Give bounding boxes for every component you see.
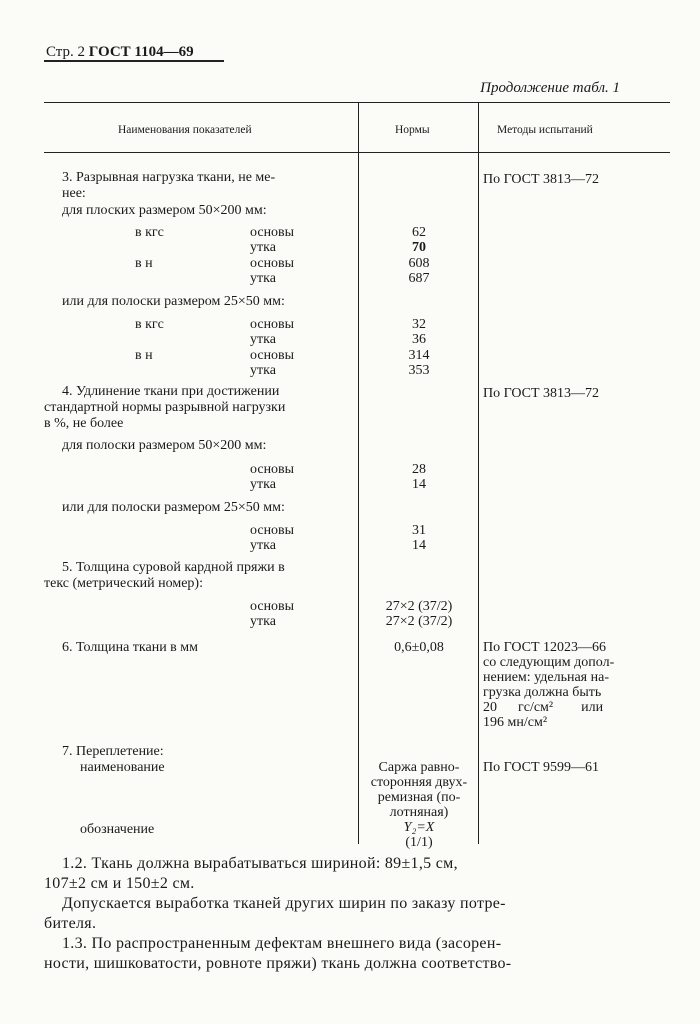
row6-method-line: 196 мн/см²: [483, 715, 548, 730]
row6-method-line: По ГОСТ 12023—66: [483, 640, 607, 655]
row7-method: По ГОСТ 9599—61: [483, 760, 600, 775]
row6-value: 0,6±0,08: [394, 640, 444, 655]
row7-value-line: лотняная): [389, 805, 449, 820]
table-header-rule: [44, 152, 670, 153]
row6-title: 6. Толщина ткани в мм: [62, 640, 199, 655]
paragraph-1-2-line1: 1.2. Ткань должна вырабатываться шириной: 89±1,5 см,: [62, 855, 458, 872]
col-header-methods: Методы испытаний: [497, 124, 593, 136]
row3-value: 62: [412, 225, 426, 240]
row3-title-line1: 3. Разрывная нагрузка ткани, не ме-: [62, 170, 276, 185]
row4-label-osnovy: основы: [250, 462, 295, 477]
row3-label-utka: утка: [250, 363, 276, 378]
row4-label-osnovy: основы: [250, 523, 295, 538]
row3-value: 608: [408, 256, 430, 271]
row3-label-osnovy: основы: [250, 348, 295, 363]
column-divider-2: [478, 102, 479, 844]
row4-title-line1: 4. Удлинение ткани при достижении: [62, 384, 280, 399]
row4-label-utka: утка: [250, 477, 276, 492]
row5-title-line1: 5. Толщина суровой кардной пряжи в: [62, 560, 285, 575]
row4-value: 28: [412, 462, 426, 477]
row5-label-utka: утка: [250, 614, 276, 629]
row3-unit-n: в н: [135, 256, 153, 271]
row3-unit-n: в н: [135, 348, 153, 363]
row7-code-label: обозначение: [80, 822, 155, 837]
col-header-norms: Нормы: [395, 124, 430, 136]
row3-label-utka: утка: [250, 240, 276, 255]
paragraph-1-2-line4: бителя.: [44, 915, 97, 932]
row6-method-line: грузка должна быть: [483, 685, 602, 700]
row4-sub1: для полоски размером 50×200 мм:: [62, 438, 267, 453]
row3-label-osnovy: основы: [250, 256, 295, 271]
row7-name-label: наименование: [80, 760, 165, 775]
header-underline: [44, 60, 224, 62]
row4-label-utka: утка: [250, 538, 276, 553]
row4-method: По ГОСТ 3813—72: [483, 386, 600, 401]
row4-value: 14: [412, 477, 426, 492]
row4-title-line2: стандартной нормы разрывной нагрузки: [44, 400, 286, 415]
row3-unit-kgs: в кгс: [135, 225, 164, 240]
page-header: [46, 44, 194, 61]
paragraph-1-2-line3: Допускается выработка тканей других ширин по заказу потре-: [62, 895, 506, 912]
column-divider-1: [358, 102, 359, 844]
paragraph-1-3-line1: 1.3. По распространенным дефектам внешнего вида (засорен-: [62, 935, 502, 952]
row7-value-line: Y₂=X: [403, 820, 435, 835]
row3-label-utka: утка: [250, 332, 276, 347]
row6-method-line: нением: удельная на-: [483, 670, 609, 685]
row5-title-line2: текс (метрический номер):: [44, 576, 203, 591]
row3-value: 70: [412, 240, 426, 255]
row7-value-line: ремизная (по-: [377, 790, 461, 805]
row3-value: 353: [408, 363, 430, 378]
row5-value: 27×2 (37/2): [385, 599, 453, 614]
row6-method-line: 20 гс/см² или: [483, 700, 604, 715]
table-top-rule: [44, 102, 670, 103]
row5-value: 27×2 (37/2): [385, 614, 453, 629]
table-continuation-note: Продолжение табл. 1: [480, 80, 620, 96]
col-header-indicators: Наименования показателей: [118, 124, 252, 136]
row3-sub1: для плоских размером 50×200 мм:: [62, 203, 267, 218]
row7-value-line: (1/1): [405, 835, 433, 850]
row4-title-line3: в %, не более: [44, 416, 124, 431]
paragraph-1-2-line2: 107±2 см и 150±2 см.: [44, 875, 195, 892]
row3-title-line2: нее:: [62, 186, 86, 201]
row7-value-line: Саржа равно-: [378, 760, 460, 775]
row3-value: 36: [412, 332, 426, 347]
row3-label-utka: утка: [250, 271, 276, 286]
standard-code: ГОСТ 1104—69: [88, 44, 194, 60]
row3-value: 314: [408, 348, 430, 363]
row3-method: По ГОСТ 3813—72: [483, 172, 600, 187]
row6-method-line: со следующим допол-: [483, 655, 615, 670]
paragraph-1-3-line2: ности, шишковатости, ровноте пряжи) ткань должна соответство-: [44, 955, 512, 972]
row3-label-osnovy: основы: [250, 225, 295, 240]
row5-label-osnovy: основы: [250, 599, 295, 614]
row4-value: 31: [412, 523, 426, 538]
page-number: Стр. 2: [46, 44, 86, 60]
row3-value: 687: [408, 271, 430, 286]
row7-title: 7. Переплетение:: [62, 744, 164, 759]
row3-unit-kgs: в кгс: [135, 317, 164, 332]
row3-sub2: или для полоски размером 25×50 мм:: [62, 294, 285, 309]
row4-sub2: или для полоски размером 25×50 мм:: [62, 500, 285, 515]
row4-value: 14: [412, 538, 426, 553]
row3-value: 32: [412, 317, 426, 332]
row3-label-osnovy: основы: [250, 317, 295, 332]
row7-value-line: сторонняя двух-: [370, 775, 468, 790]
